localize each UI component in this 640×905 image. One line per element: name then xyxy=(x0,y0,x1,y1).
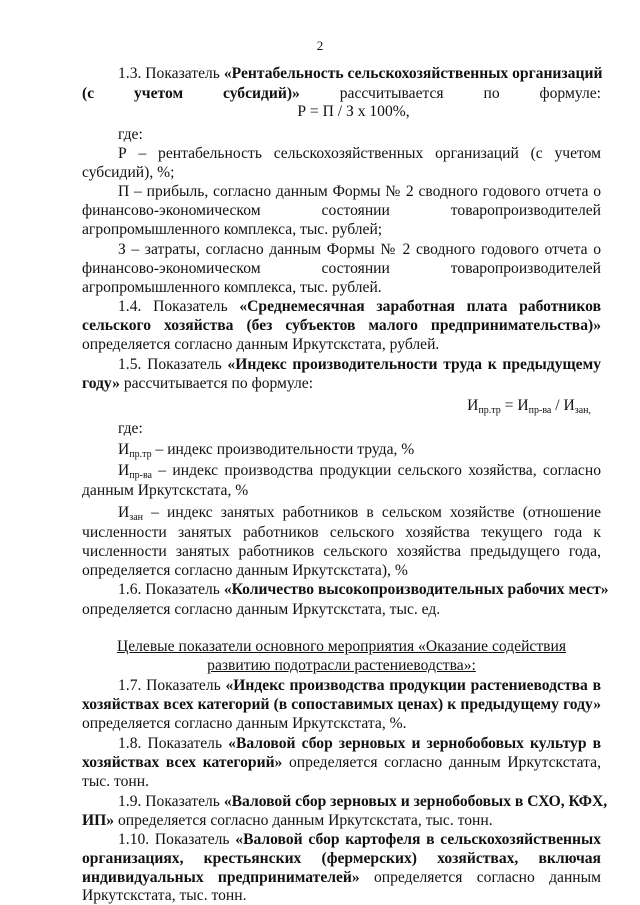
text-line: сельского хозяйства (без субъектов малого предпринимательства)» xyxy=(82,317,601,334)
text-line: 1.3. Показатель «Рентабельность сельскохозяйственных организаций xyxy=(118,65,603,82)
text-line: субсидий), %; xyxy=(82,164,175,181)
text-line: финансово-экономическом состоянии товаропроизводителей xyxy=(82,260,601,277)
page-number: 2 xyxy=(316,38,324,53)
text-line: $И_{зан}$ – индекс занятых работников в сельском хозяйстве (отношение xyxy=(118,504,601,523)
section-heading: Целевые показатели основного мероприятия «Оказание содействия xyxy=(116,638,567,655)
text-line: 1.9. Показатель «Валовой сбор зерновых и зернобобовых в СХО, КФХ, xyxy=(118,793,608,810)
text-line: П – прибыль, согласно данным Формы № 2 сводного годового отчета о xyxy=(118,183,601,200)
formula: $И_{пр.тр} = И_{пр-ва} / И_{зан,}$ xyxy=(467,397,591,416)
text-line: агропромышленного комплекса, тыс. рублей; xyxy=(82,221,383,238)
section-heading: развитию подотрасли растениеводства»: xyxy=(207,657,476,674)
text-line: определяется согласно данным Иркутскстата, рублей. xyxy=(82,336,440,353)
text-line: $И_{пр-ва}$ – индекс производства продукции сельского хозяйства, согласно xyxy=(118,462,601,481)
text-line: 1.6. Показатель «Количество высокопроизводительных рабочих мест» xyxy=(118,581,609,598)
text-line: $И_{пр.тр}$ – индекс производительности труда, % xyxy=(118,441,415,460)
text-line: определяется согласно данным Иркутскстата, тыс. ед. xyxy=(82,601,441,618)
text-line: где: xyxy=(118,420,143,437)
text-line: 1.10. Показатель «Валовой сбор картофеля в сельскохозяйственных xyxy=(118,831,601,848)
text-line: 1.8. Показатель «Валовой сбор зерновых и зернобобовых культур в xyxy=(118,735,601,752)
text-line: хозяйствах всех категорий (в сопоставимых ценах) к предыдущему году» xyxy=(82,696,601,713)
text-line: агропромышленного комплекса, тыс. рублей. xyxy=(82,279,382,296)
text-line: где: xyxy=(118,126,143,143)
text-line: численности занятых работников сельского хозяйства предыдущего года, xyxy=(82,543,601,560)
text-line: 1.5. Показатель «Индекс производительности труда к предыдущему xyxy=(118,356,601,373)
text-line: ИП» определяется согласно данным Иркутскстата, тыс. тонн. xyxy=(82,812,493,829)
formula: Р = П / З х 100%, xyxy=(297,103,410,120)
text-line: З – затраты, согласно данным Формы № 2 сводного годового отчета о xyxy=(118,241,601,258)
text-line: Р – рентабельность сельскохозяйственных организаций (с учетом xyxy=(118,145,601,162)
text-line: организациях, крестьянских (фермерских) хозяйствах, включая xyxy=(82,850,601,867)
text-line: тыс. тонн. xyxy=(82,773,150,790)
text-line: финансово-экономическом состоянии товаропроизводителей xyxy=(82,202,601,219)
text-line: (с учетом субсидий)» рассчитывается по формуле: xyxy=(82,85,601,102)
text-line: хозяйствах всех категорий» определяется согласно данным Иркутскстата, xyxy=(82,754,601,771)
text-line: данным Иркутскстата, % xyxy=(82,482,249,499)
text-line: определяется согласно данным Иркутскстата, %. xyxy=(82,715,407,732)
text-line: 1.4. Показатель «Среднемесячная заработная плата работников xyxy=(118,298,601,315)
text-line: 1.7. Показатель «Индекс производства продукции растениеводства в xyxy=(118,677,601,694)
text-line: численности занятых работников сельского хозяйства текущего года к xyxy=(82,524,601,541)
text-line: индивидуальных предпринимателей» определяется согласно данным xyxy=(82,869,601,886)
text-line: году» рассчитывается по формуле: xyxy=(82,375,314,392)
text-line: определяется согласно данным Иркутскстата), % xyxy=(82,562,408,579)
text-line: Иркутскстата, тыс. тонн. xyxy=(82,887,247,904)
